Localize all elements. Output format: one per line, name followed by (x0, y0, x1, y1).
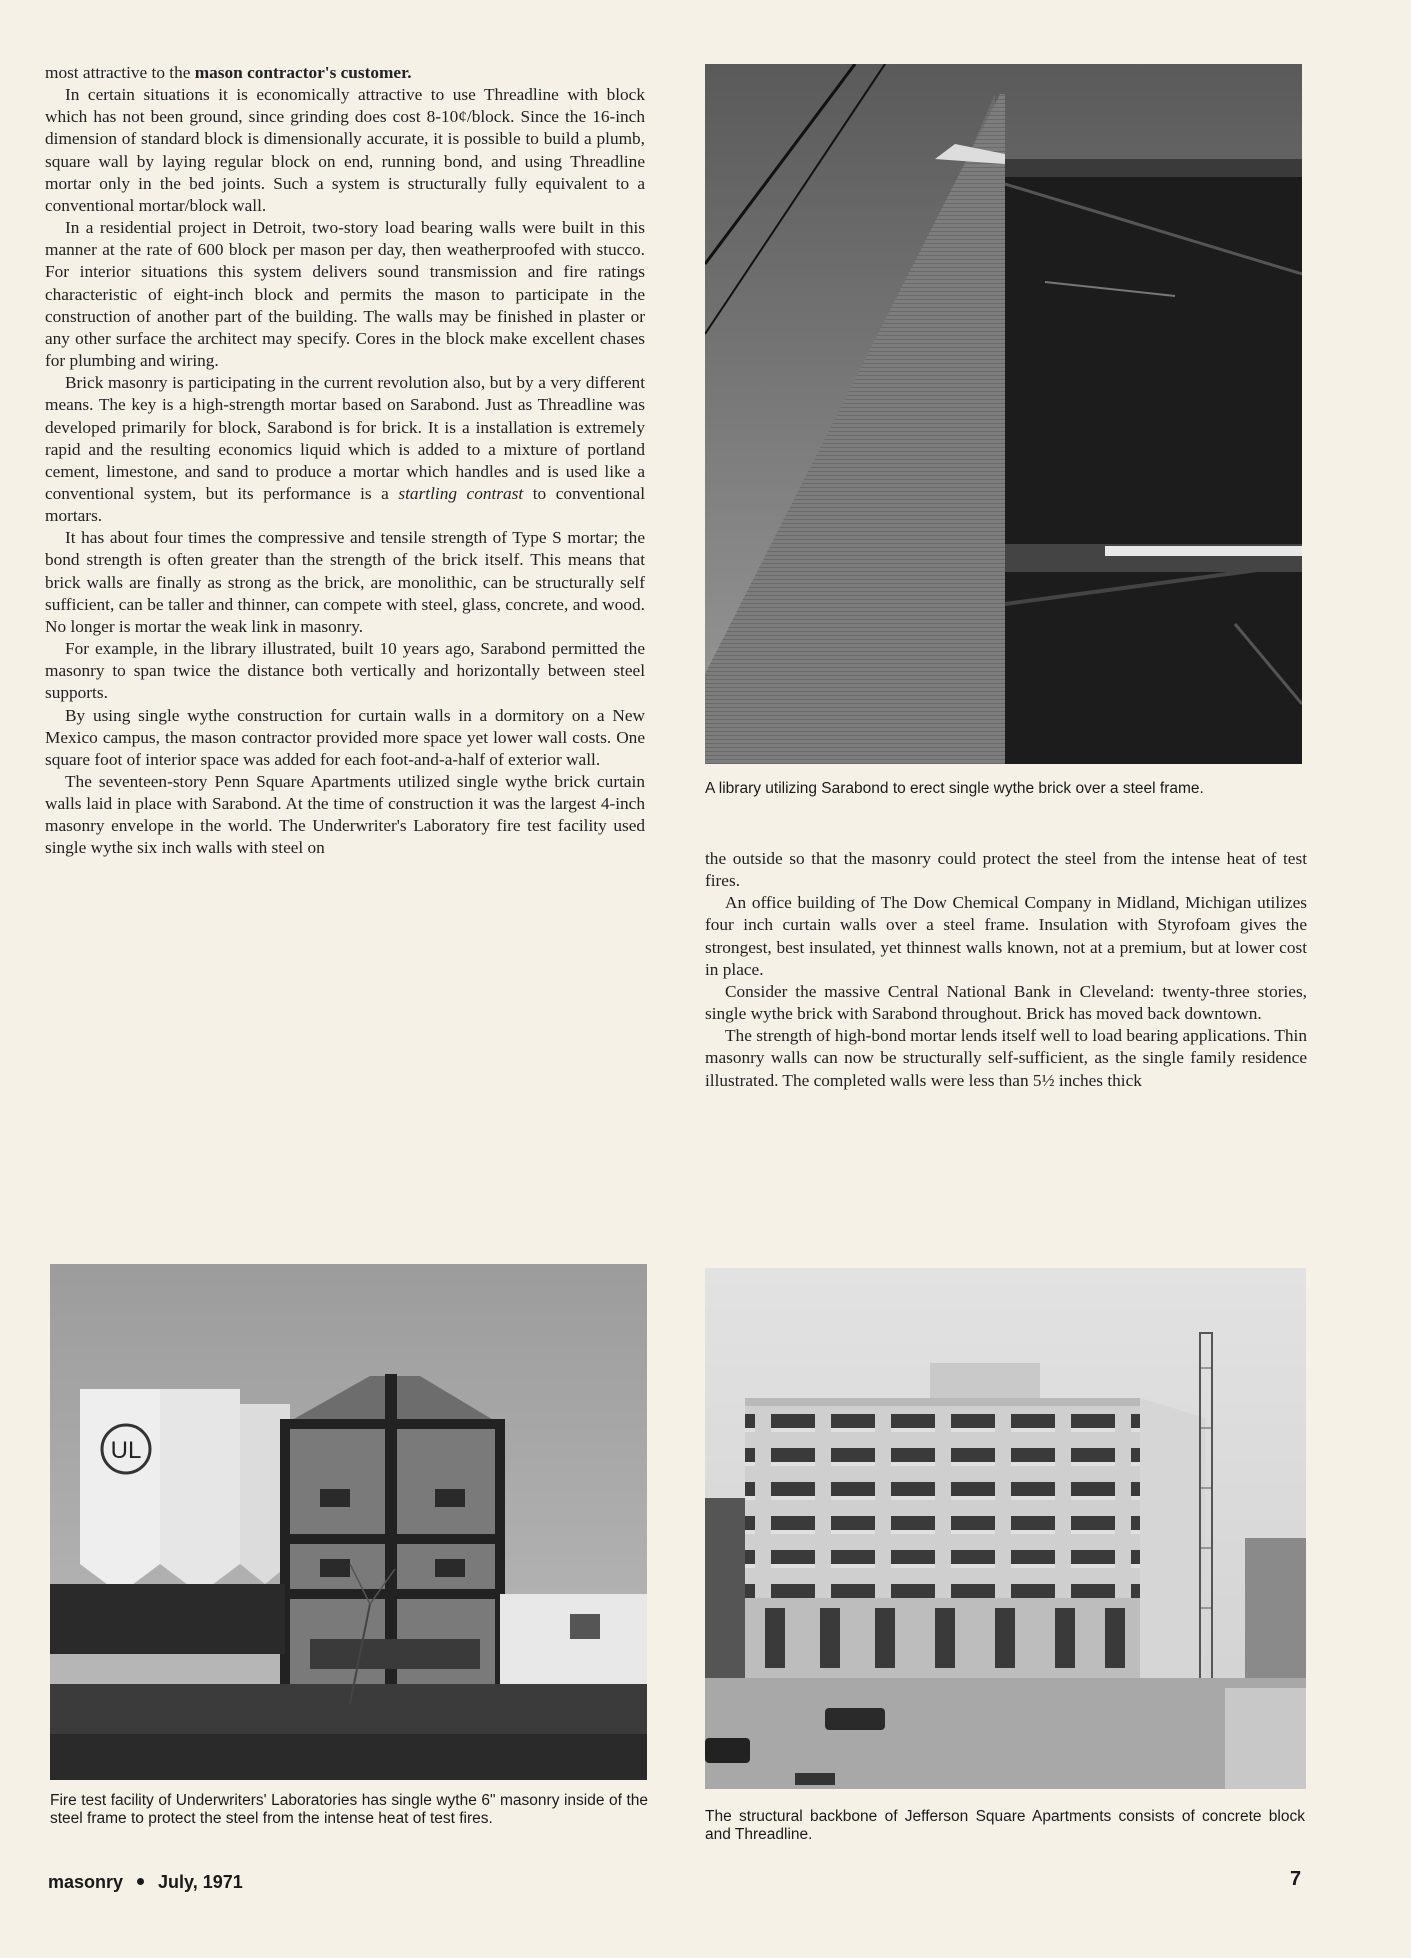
fire-test-caption: Fire test facility of Underwriters' Laboratories has single wythe 6" masonry inside of the steel frame to protect the steel from the intense heat of test fires. (50, 1792, 648, 1827)
left-article-column (45, 62, 645, 860)
magazine-name: masonry (48, 1872, 124, 1892)
jefferson-square-photo (705, 1268, 1306, 1789)
page-footer (48, 1872, 243, 1893)
library-photo (705, 64, 1302, 764)
article-paragraph: An office building of The Dow Chemical Company in Midland, Michigan utilizes four inch curtain walls over a steel frame. Insulation with Styrofoam gives the strongest, best insulated, yet thinnest walls known, not at a premium, but at lower cost in place. (705, 893, 1307, 979)
ul-logo: UL (110, 1437, 142, 1464)
article-paragraph: In certain situations it is economically attractive to use Threadline with block which has not been ground, since grinding does cost 8-10¢/block. Since the 16-inch dimension of standard block is dimensionally accurate, it is possible to build a plumb, square wall by laying regular block on end, running bond, and using Threadline mortar only in the bed joints. Such a system is structurally fully equivalent to a conventional mortar/block wall. (45, 85, 645, 215)
jefferson-caption: The structural backbone of Jefferson Square Apartments consists of concrete block and Threadline. (705, 1808, 1305, 1843)
bullet-icon (137, 1878, 144, 1885)
article-paragraph: The seventeen-story Penn Square Apartments utilized single wythe brick curtain walls laid in place with Sarabond. At the time of construction it was the largest 4-inch masonry envelope in the world. The Underwriter's Laboratory fire test facility used single wythe six inch walls with steel on (45, 772, 645, 858)
article-paragraph: By using single wythe construction for curtain walls in a dormitory on a New Mexico campus, the mason contractor provided more space yet lower wall costs. One square foot of interior space was added for each foot-and-a-half of exterior wall. (45, 705, 645, 769)
article-paragraph: For example, in the library illustrated, built 10 years ago, Sarabond permitted the masonry to span twice the distance both vertically and horizontally between steel supports. (45, 639, 645, 703)
article-paragraph: the outside so that the masonry could protect the steel from the intense heat of test fires. (705, 849, 1307, 891)
article-paragraph: In a residential project in Detroit, two-story load bearing walls were built in this manner at the rate of 600 block per mason per day, then weatherproofed with stucco. For interior situations this system delivers sound transmission and fire ratings characteristic of eight-inch block and permits the mason to participate in the construction of another part of the building. The walls may be finished in plaster or any other surface the architect may specify. Cores in the block make excellent chases for plumbing and wiring. (45, 218, 645, 371)
article-paragraph: most attractive to the mason contractor's customer. (45, 63, 412, 82)
article-paragraph: The strength of high-bond mortar lends itself well to load bearing applications. Thin masonry walls can now be structurally self-sufficient, as the single family residence illustrated. The completed walls were less than 5½ inches thick (705, 1026, 1307, 1090)
issue-date: July, 1971 (158, 1872, 243, 1892)
page-number: 7 (1290, 1868, 1302, 1890)
fire-test-facility-photo (50, 1264, 647, 1780)
article-paragraph: It has about four times the compressive and tensile strength of Type S mortar; the bond strength is often greater than the strength of the brick itself. This means that brick walls are finally as strong as the brick, are monolithic, can be structurally self sufficient, can be taller and thinner, can compete with steel, glass, concrete, and wood. No longer is mortar the weak link in masonry. (45, 528, 645, 636)
library-caption: A library utilizing Sarabond to erect single wythe brick over a steel frame. (705, 780, 1204, 797)
right-article-column (705, 848, 1307, 1092)
article-paragraph: Brick masonry is participating in the current revolution also, but by a very different means. The key is a high-strength mortar based on Sarabond. Just as Threadline was developed primarily for block, Sarabond is for brick. It is a installation is extremely rapid and the resulting economics liquid which is added to a mixture of portland cement, limestone, and sand to produce a mortar which handles and is used like a conventional system, but its performance is a startling contrast to conventional mortars. (45, 373, 646, 526)
article-paragraph: Consider the massive Central National Bank in Cleveland: twenty-three stories, single wythe brick with Sarabond throughout. Brick has moved back downtown. (705, 981, 1307, 1024)
